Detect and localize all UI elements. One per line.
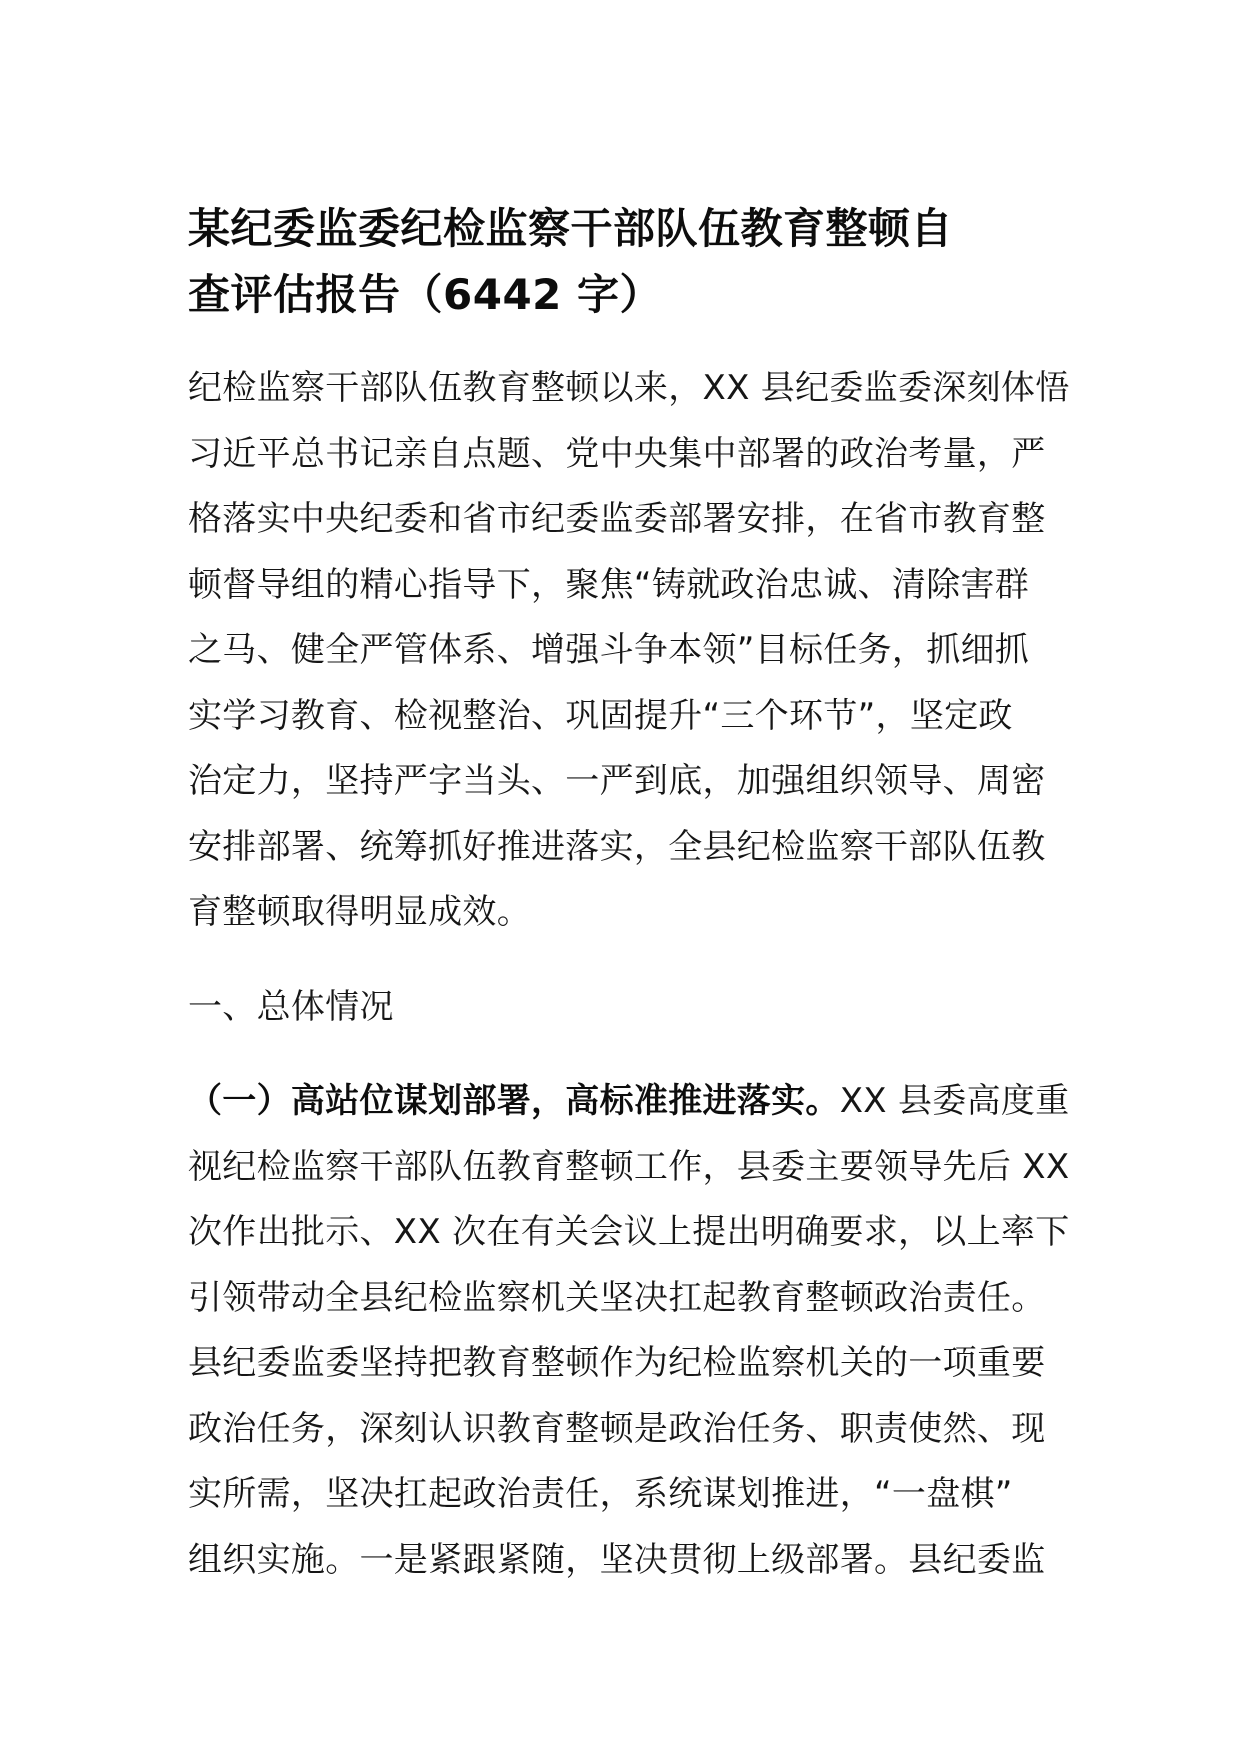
paragraph-line: 育整顿取得明显成效。 <box>188 892 531 932</box>
intro-paragraph <box>188 356 1068 946</box>
section-heading: 一、总体情况 <box>188 987 394 1027</box>
paragraph-line: 之马、健全严管体系、增强斗争本领”目标任务，抓细抓 <box>188 630 1030 670</box>
subsection-lead: （一）高站位谋划部署，高标准推进落实。 <box>188 1081 840 1121</box>
document-title <box>188 196 1068 328</box>
title-line: 某纪委监委纪检监察干部队伍教育整顿自 <box>188 204 954 253</box>
title-line: 查评估报告（6442 字） <box>188 270 663 319</box>
paragraph-line: 安排部署、统筹抓好推进落实，全县纪检监察干部队伍教 <box>188 826 1046 867</box>
first-line-rest: XX 县委高度重 <box>839 1081 1070 1121</box>
paragraph-line: 视纪检监察干部队伍教育整顿工作，县委主要领导先后 XX <box>188 1146 1070 1187</box>
paragraph-line: 治定力，坚持严字当头、一严到底，加强组织领导、周密 <box>188 761 1046 801</box>
paragraph-line: 习近平总书记亲自点题、党中央集中部署的政治考量，严 <box>188 433 1046 474</box>
paragraph-line: 实学习教育、检视整治、巩固提升“三个环节”，坚定政 <box>188 695 1013 736</box>
subsection-paragraph <box>188 1069 1068 1593</box>
paragraph-line: 实所需，坚决扛起政治责任，系统谋划推进，“一盘棋” <box>188 1474 1013 1514</box>
paragraph-line: 次作出批示、XX 次在有关会议上提出明确要求，以上率下 <box>188 1212 1070 1252</box>
paragraph-first-line <box>188 1069 1068 1135</box>
paragraph-line: 纪检监察干部队伍教育整顿以来，XX 县纪委监委深刻体悟 <box>188 368 1070 408</box>
paragraph-line: 政治任务，深刻认识教育整顿是政治任务、职责使然、现 <box>188 1408 1046 1449</box>
paragraph-line: 引领带动全县纪检监察机关坚决扛起教育整顿政治责任。 <box>188 1277 1046 1318</box>
paragraph-line: 县纪委监委坚持把教育整顿作为纪检监察机关的一项重要 <box>188 1343 1046 1383</box>
paragraph-line: 格落实中央纪委和省市纪委监委部署安排，在省市教育整 <box>188 499 1046 539</box>
paragraph-line: 顿督导组的精心指导下，聚焦“铸就政治忠诚、清除害群 <box>188 564 1030 605</box>
paragraph-line: 组织实施。一是紧跟紧随，坚决贯彻上级部署。县纪委监 <box>188 1539 1046 1580</box>
